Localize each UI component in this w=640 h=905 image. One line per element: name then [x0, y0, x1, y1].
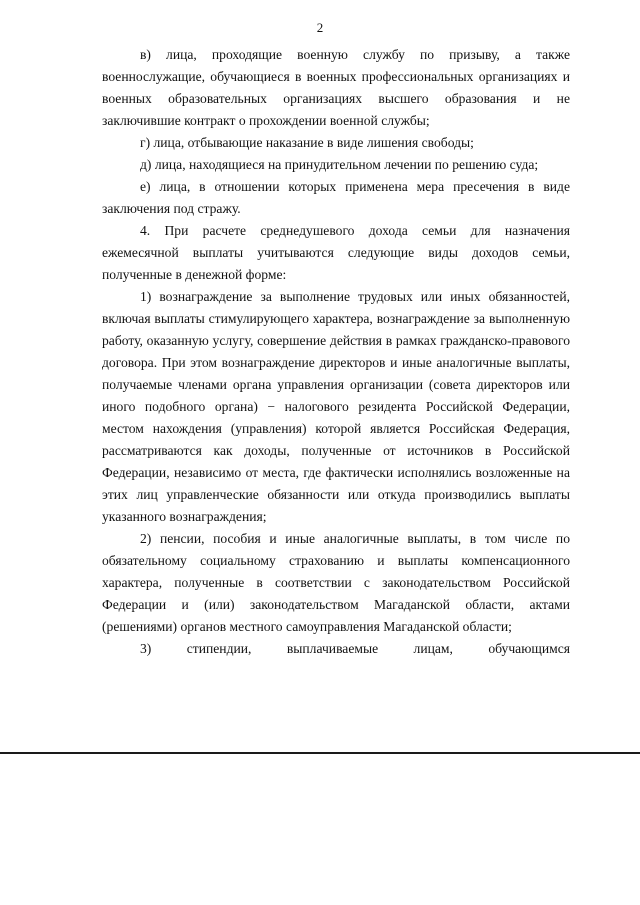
paragraph-item-e: е) лица, в отношении которых применена мера пресечения в виде заключения под стражу.: [102, 179, 570, 216]
paragraph-item-g: г) лица, отбывающие наказание в виде лишения свободы;: [140, 135, 474, 150]
paragraph-clause-4: 4. При расчете среднедушевого дохода семьи для назначения ежемесячной выплаты учитываются следующие виды доходов семьи, полученные в денежной форме:: [102, 223, 570, 282]
paragraph-subitem-1: 1) вознаграждение за выполнение трудовых или иных обязанностей, включая выплаты стимулирующего характера, вознаграждение за выполненную работу, оказанную услугу, совершение действия в рамках гражданско-правового договора. При этом вознаграждение директоров и иные аналогичные выплаты, получаемые членами органа управления организации (совета директоров или иного подобного органа) − налогового резидента Российской Федерации, местом нахождения (управления) которой является Российская Федерация, рассматриваются как доходы, полученные от источников в Российской Федерации, независимо от места, где фактически исполнялись возложенные на этих лиц управленческие обязанности или откуда производились выплаты указанного вознаграждения;: [102, 289, 570, 524]
paragraph-item-d: д) лица, находящиеся на принудительном лечении по решению суда;: [140, 157, 539, 172]
document-body: [102, 44, 570, 660]
page-edge-rule: [0, 752, 640, 754]
page-number: 2: [316, 20, 324, 35]
paragraph-subitem-2: 2) пенсии, пособия и иные аналогичные выплаты, в том числе по обязательному социальному страхованию и выплаты компенсационного характера, полученные в соответствии с законодательством Российской Федерации и (или) законодательством Магаданской области, актами (решениями) органов местного самоуправления Магаданской области;: [102, 531, 570, 634]
paragraph-subitem-3: 3) стипендии, выплачиваемые лицам, обучающимся: [140, 641, 570, 656]
paragraph-item-v: в) лица, проходящие военную службу по призыву, а также военнослужащие, обучающиеся в военных профессиональных организациях и военных образовательных организациях высшего образования и не заключившие контракт о прохождении военной службы;: [102, 47, 570, 128]
